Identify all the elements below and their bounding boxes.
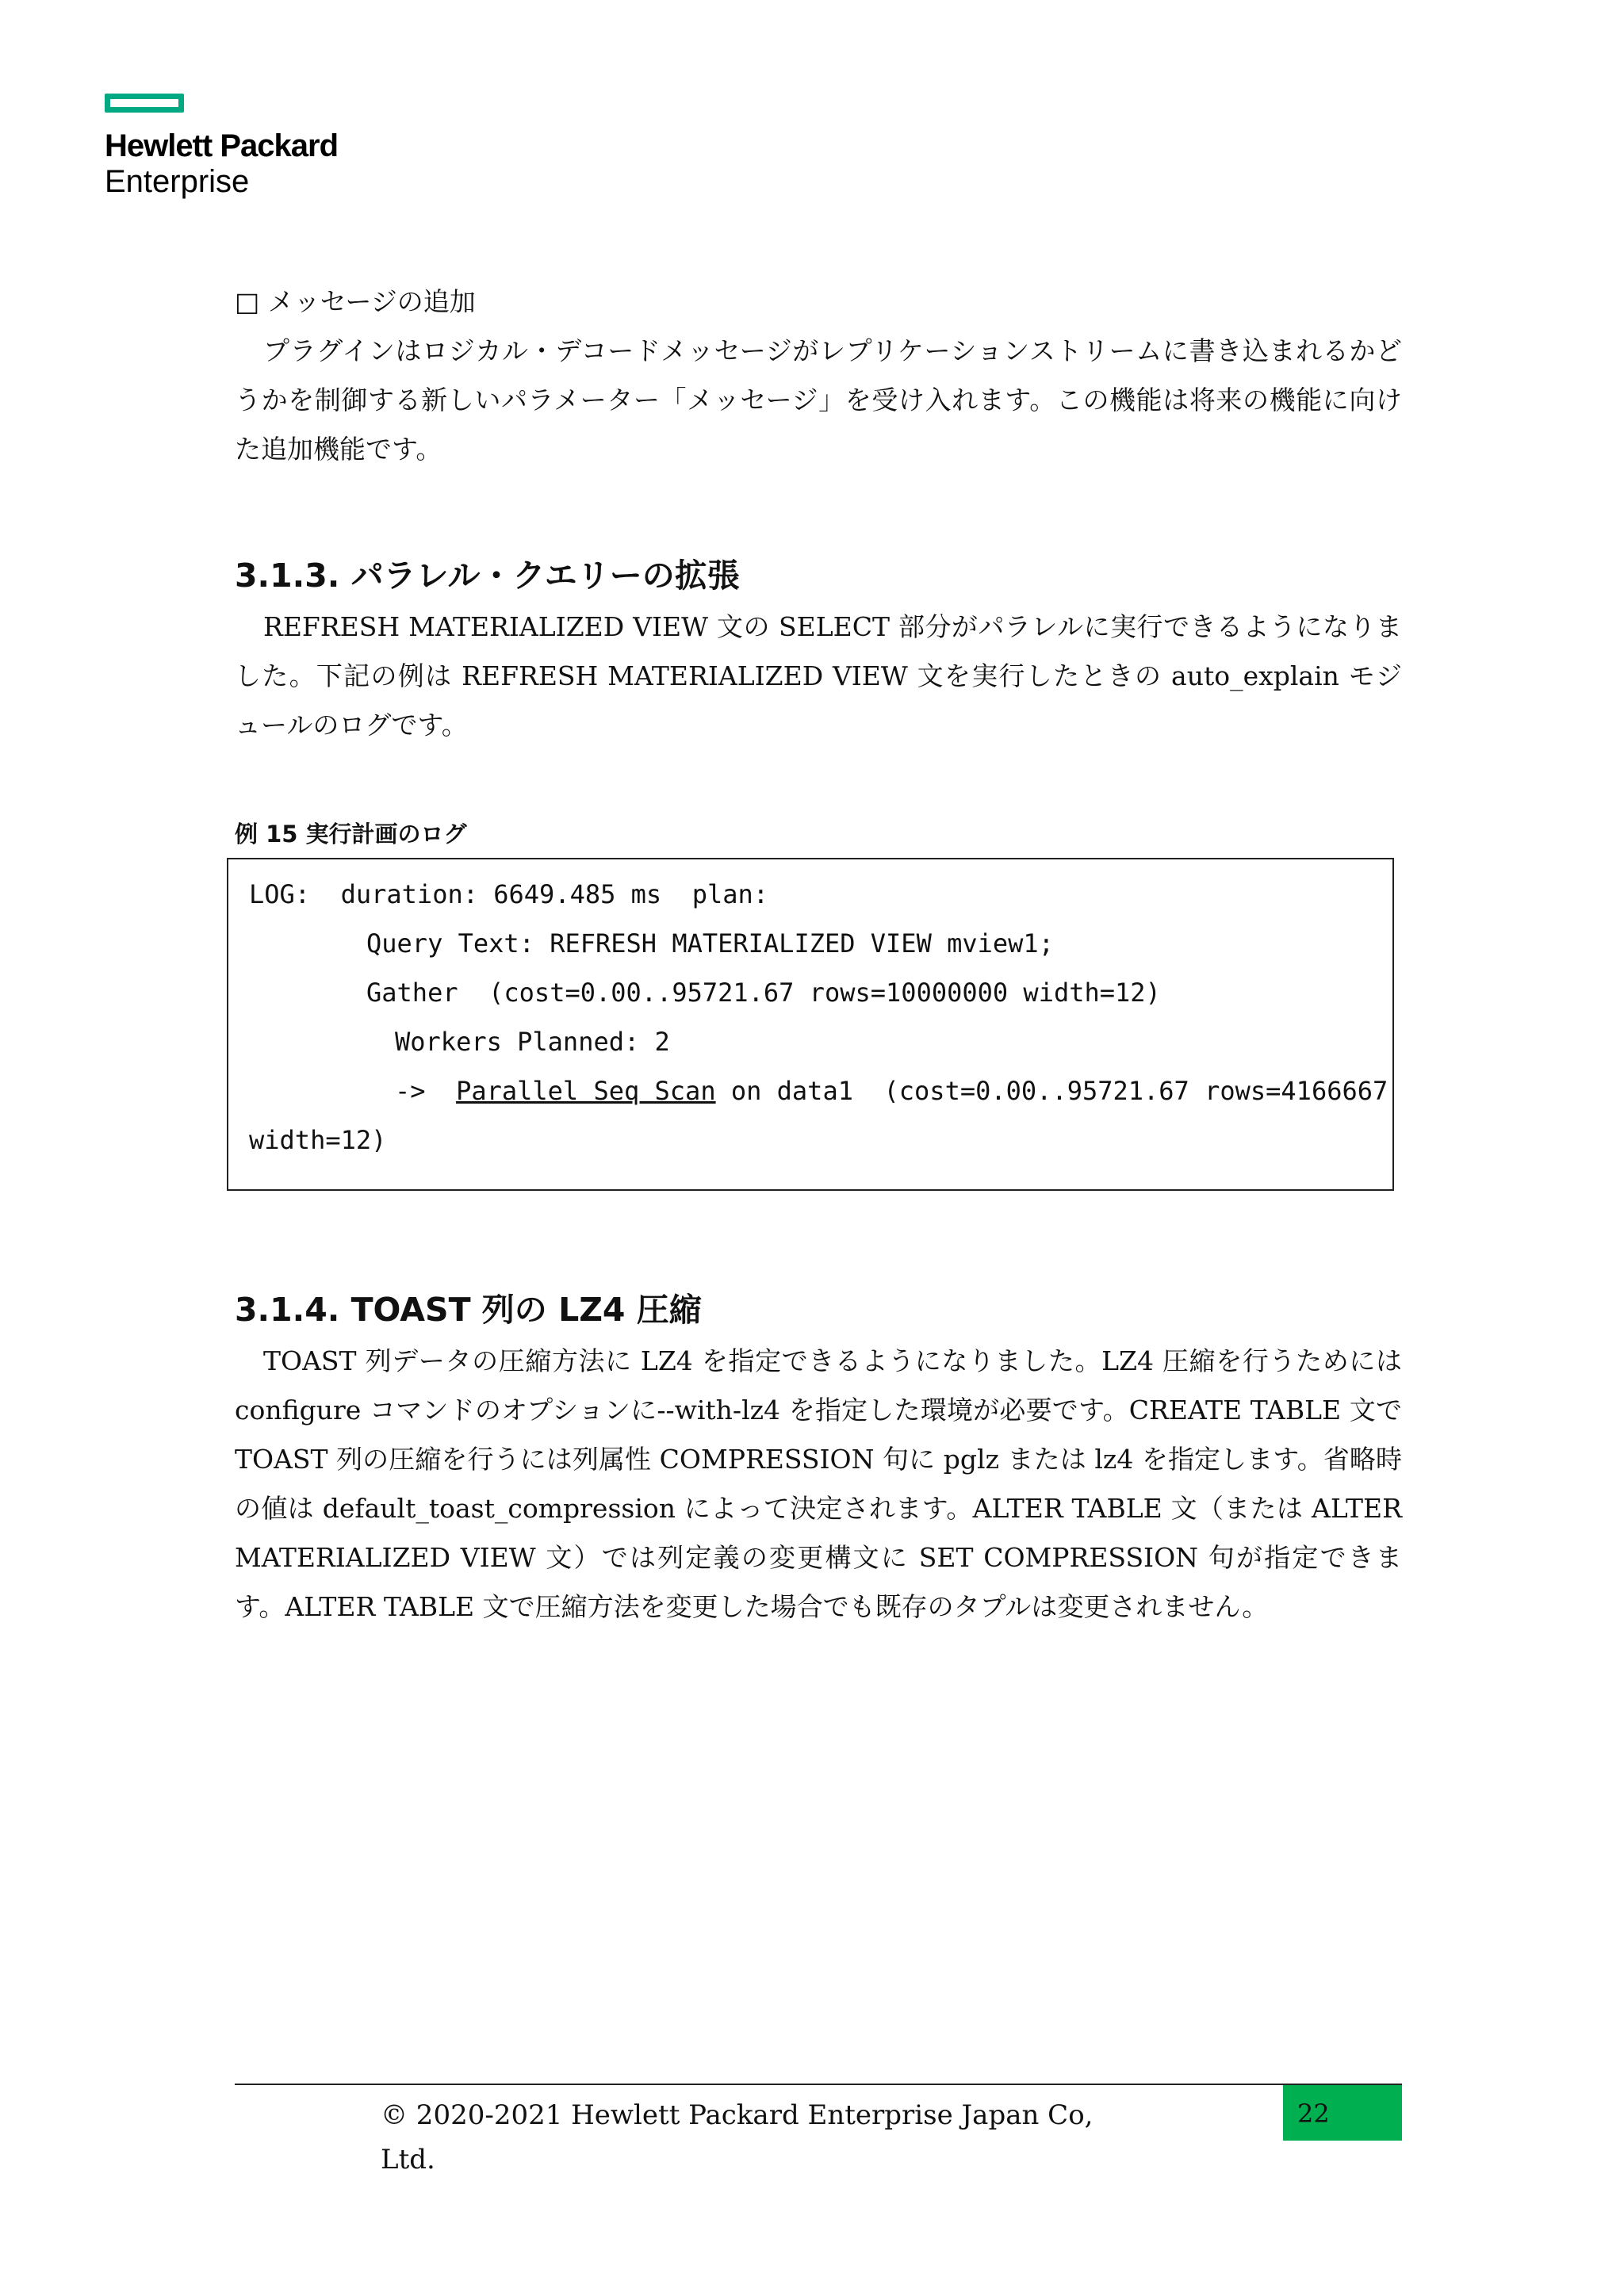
code-line-2: Query Text: REFRESH MATERIALIZED VIEW mview1;	[366, 928, 1054, 959]
message-body: プラグインはロジカル・デコードメッセージがレプリケーションストリームに書き込まれるかどうかを制御する新しいパラメーター「メッセージ」を受け入れます。この機能は将来の機能に向けた追加機能です。	[235, 335, 1402, 465]
code-line-5	[395, 1075, 1388, 1107]
parallel-heading: 3.1.3. パラレル・クエリーの拡張	[235, 557, 740, 595]
code-line-1: LOG: duration: 6649.485 ms plan:	[249, 879, 769, 909]
page-number: 22	[1283, 2085, 1402, 2141]
example-caption: 例 15 実行計画のログ	[235, 821, 467, 848]
toast-section	[235, 1286, 1402, 1632]
logo-text-line2: Enterprise	[105, 164, 250, 199]
parallel-section	[235, 552, 1402, 750]
parallel-body: REFRESH MATERIALIZED VIEW 文の SELECT 部分がパラレルに実行できるようになりました。下記の例は REFRESH MATERIALIZED VIEW 文を実行したときの auto_explain モジュールのログです。	[235, 611, 1402, 740]
logo-text-line1: Hewlett Packard	[105, 128, 339, 163]
example-caption-wrap	[235, 817, 1402, 849]
toast-body: TOAST 列データの圧縮方法に LZ4 を指定できるようになりました。LZ4 圧縮を行うためには configure コマンドのオプションに--with-lz4 を指定した環境が必要です。CREATE TABLE 文で TOAST 列の圧縮を行うには列属性 COMPRESSION 句に pglz または lz4 を指定します。省略時の値は default_toast_compression によって決定されます。ALTER TABLE 文（または ALTER MATERIALIZED VIEW 文）では列定義の変更構文に SET COMPRESSION 句が指定できます。ALTER TABLE 文で圧縮方法を変更した場合でも既存のタプルは変更されません。	[235, 1345, 1402, 1622]
code-line-4: Workers Planned: 2	[395, 1027, 670, 1057]
code-arrow: ->	[395, 1076, 457, 1106]
code-line-5-rest: on data1 (cost=0.00..95721.67 rows=4166667	[715, 1076, 1388, 1106]
hpe-logo	[105, 94, 338, 200]
code-line-6: width=12)	[249, 1125, 387, 1155]
code-plan-node: Parallel Seq Scan	[456, 1076, 716, 1106]
message-section	[235, 277, 1402, 474]
hpe-logo-mark	[105, 94, 184, 113]
footer-divider	[235, 2084, 1402, 2085]
toast-heading: 3.1.4. TOAST 列の LZ4 圧縮	[235, 1291, 702, 1329]
message-heading: □ メッセージの追加	[235, 286, 476, 317]
execution-plan-log	[227, 858, 1394, 1191]
footer-copyright: © 2020-2021 Hewlett Packard Enterprise Japan Co, Ltd.	[381, 2099, 1094, 2175]
code-line-3: Gather (cost=0.00..95721.67 rows=10000000 width=12)	[366, 978, 1161, 1008]
